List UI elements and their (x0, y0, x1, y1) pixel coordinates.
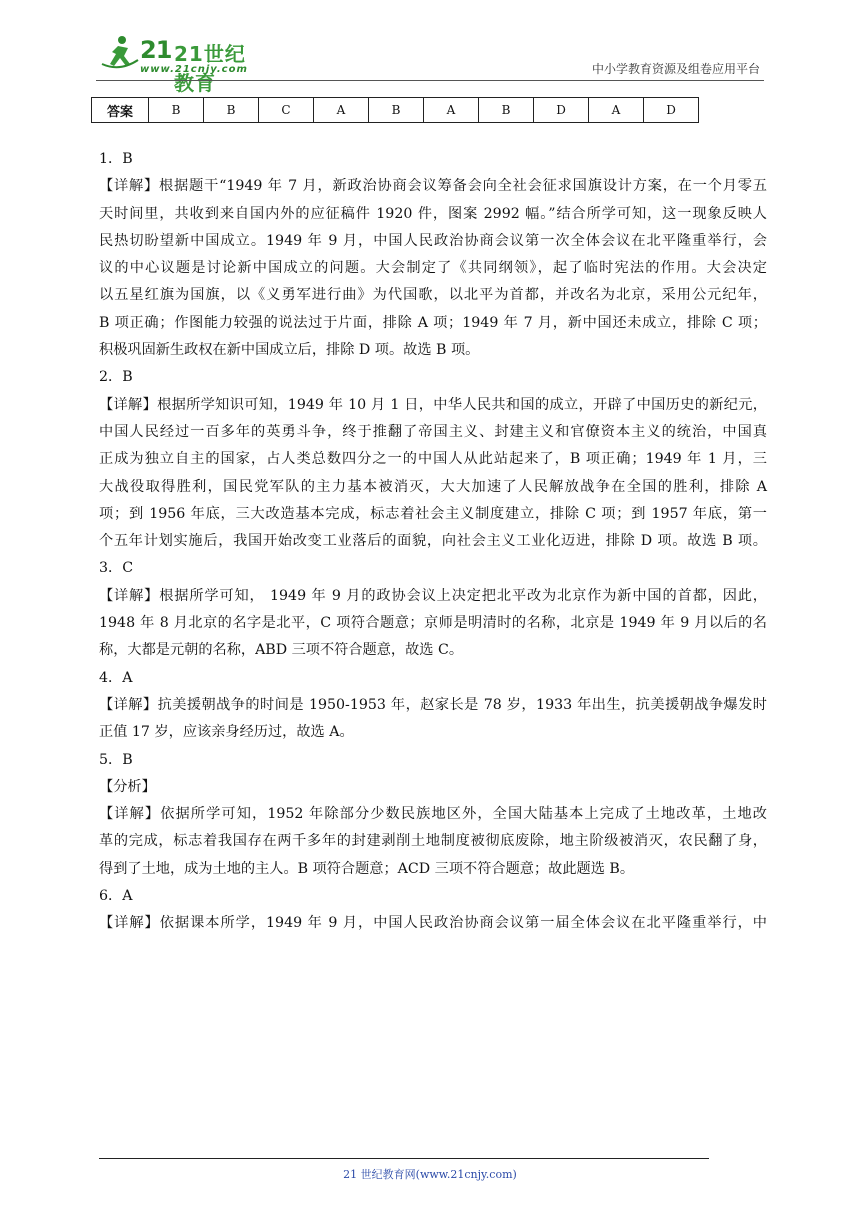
explanation-line: B 项正确；作图能力较强的说法过于片面，排除 A 项；1949 年 7 月，新中国还未成立，排除 C 项； (99, 314, 767, 331)
explanation-line: 【详解】根据题干“1949 年 7 月，新政治协商会议筹备会向全社会征求国旗设计方案，在一个月零五 (99, 178, 767, 195)
explanation-line: 民热切盼望新中国成立。1949 年 9 月，中国人民政治协商会议第一次全体会议在北平隆重举行，会 (99, 232, 767, 249)
answer-cell-2: B (204, 98, 259, 123)
answer-row (92, 98, 699, 123)
site-logo[interactable] (96, 30, 266, 95)
explanation-line: 大战役取得胜利，国民党军队的主力基本被消灭，大大加速了人民解放战争在全国的胜利，排除 A (99, 478, 767, 495)
answer-cell-8: D (534, 98, 589, 123)
runner-logo-icon (100, 34, 140, 74)
explanation-line: 【详解】抗美援朝战争的时间是 1950-1953 年，赵家长是 78 岁，1933 年出生，抗美援朝战争爆发时 (99, 696, 767, 713)
question-number: 3．C (99, 560, 134, 577)
explanation-line: 【详解】根据所学知识可知，1949 年 10 月 1 日，中华人民共和国的成立，开辟了中国历史的新纪元， (99, 396, 767, 413)
answer-cell-5: B (369, 98, 424, 123)
question-number: 5．B (99, 751, 133, 768)
page-footer[interactable]: 21 世纪教育网(www.21cnjy.com) (343, 1168, 517, 1181)
explanation-line: 称，大都是元朝的名称，ABD 三项不符合题意，故选 C。 (99, 642, 464, 659)
answer-cell-6: A (424, 98, 479, 123)
explanation-line: 个五年计划实施后，我国开始改变工业落后的面貌，向社会主义工业化迈进，排除 D 项。故选 B 项。 (99, 533, 767, 550)
answer-cell-10: D (644, 98, 699, 123)
answer-label: 答案 (92, 98, 149, 123)
header-divider (96, 80, 764, 81)
explanation-line: 天时间里，共收到来自国内外的应征稿件 1920 件，图案 2992 幅。”结合所学可知，这一现象反映人 (99, 205, 767, 222)
explanation-line: 【详解】根据所学可知， 1949 年 9 月的政协会议上决定把北平改为北京作为新中国的首都，因此， (99, 587, 767, 604)
explanation-line: 得到了土地，成为土地的主人。B 项符合题意；ACD 三项不符合题意；故此题选 B。 (99, 860, 635, 877)
answer-cell-7: B (479, 98, 534, 123)
question-number: 4．A (99, 669, 133, 686)
analysis-label: 【分析】 (99, 778, 156, 795)
explanation-line: 正成为独立自主的国家，占人类总数四分之一的中国人从此站起来了，B 项正确；1949 年 1 月，三 (99, 451, 767, 468)
explanation-line: 中国人民经过一百多年的英勇斗争，终于推翻了帝国主义、封建主义和官僚资本主义的统治，中国真 (99, 423, 767, 440)
answer-table (91, 97, 699, 123)
answer-cell-3: C (259, 98, 314, 123)
question-number: 1．B (99, 151, 133, 167)
explanation-line: 【详解】依据所学可知，1952 年除部分少数民族地区外，全国大陆基本上完成了土地改革，土地改 (99, 806, 767, 823)
explanation-line: 以五星红旗为国旗，以《义勇军进行曲》为代国歌，以北平为首都，并改名为北京，采用公元纪年， (99, 287, 767, 304)
explanation-line: 项；到 1956 年底，三大改造基本完成，标志着社会主义制度建立，排除 C 项；到 1957 年底，第一 (99, 505, 767, 522)
logo-text: 21世纪教育 (174, 42, 246, 95)
footer-divider (99, 1158, 709, 1159)
answer-cell-9: A (589, 98, 644, 123)
explanation-line: 革的完成，标志着我国存在两千多年的封建剥削土地制度被彻底废除，地主阶级被消灭，农民翻了身， (99, 833, 767, 850)
question-number: 6．A (99, 888, 133, 905)
header-tagline: 中小学教育资源及组卷应用平台 (591, 62, 760, 76)
answer-cell-1: B (149, 98, 204, 123)
explanation-line: 1948 年 8 月北京的名字是北平，C 项符合题意；京师是明清时的名称，北京是 1949 年 9 月以后的名 (99, 615, 767, 632)
logo-number: 21 (140, 36, 172, 64)
explanation-line: 积极巩固新生政权在新中国成立后，排除 D 项。故选 B 项。 (99, 342, 480, 359)
logo-url: www.21cnjy.com (140, 64, 248, 75)
answer-explanations (99, 146, 767, 938)
explanation-line: 议的中心议题是讨论新中国成立的问题。大会制定了《共同纲领》，起了临时宪法的作用。大会决定 (99, 260, 767, 277)
question-number: 2．B (99, 369, 133, 386)
explanation-line: 正值 17 岁，应该亲身经历过，故选 A。 (99, 724, 354, 741)
answer-cell-4: A (314, 98, 369, 123)
page-header (96, 30, 764, 95)
explanation-line: 【详解】依据课本所学，1949 年 9 月，中国人民政治协商会议第一届全体会议在北平隆重举行，中 (99, 915, 767, 932)
